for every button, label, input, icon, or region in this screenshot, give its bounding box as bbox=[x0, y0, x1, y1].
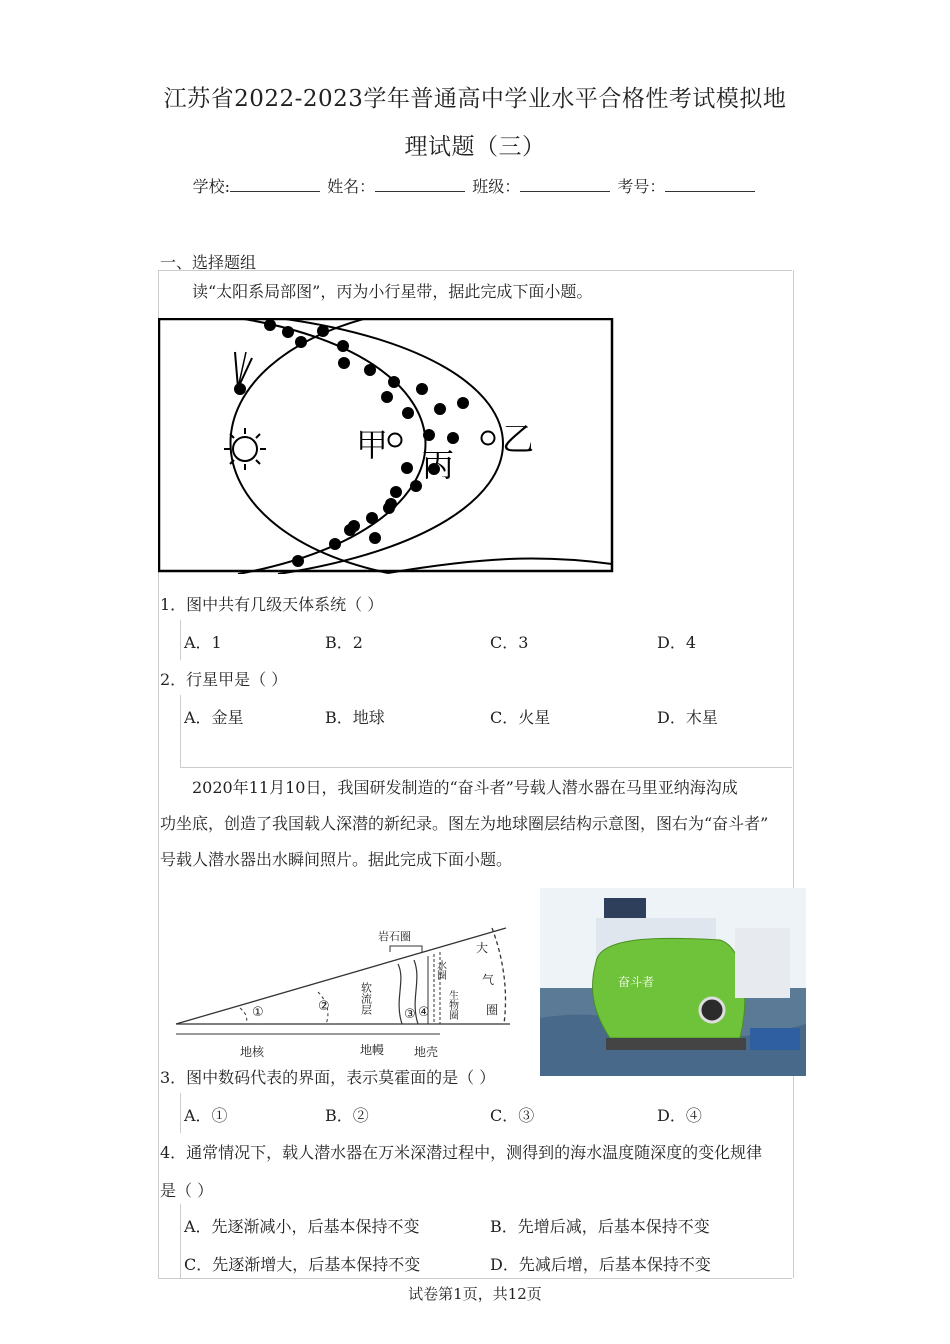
question-2-stem: 2．行星甲是（ ） bbox=[160, 670, 288, 689]
submersible-name: 奋斗者 bbox=[618, 975, 655, 989]
section-title: 一、选择题组 bbox=[160, 253, 257, 272]
label-n2: ② bbox=[318, 999, 330, 1014]
question-1-stem: 1．图中共有几级天体系统（ ） bbox=[160, 595, 384, 614]
q1-option-a[interactable]: A．1 bbox=[184, 633, 222, 652]
q3-option-a[interactable]: A．① bbox=[184, 1106, 228, 1125]
label-crust: 地壳 bbox=[414, 1045, 439, 1059]
q4-option-d[interactable]: D．先减后增，后基本保持不变 bbox=[490, 1255, 711, 1274]
name-blank[interactable] bbox=[375, 177, 465, 192]
planet-jia bbox=[389, 434, 402, 447]
school-label: 学校: bbox=[192, 177, 231, 196]
number-blank[interactable] bbox=[665, 177, 755, 192]
name-label: 姓名： bbox=[327, 177, 376, 196]
label-n1: ① bbox=[252, 1005, 264, 1020]
school-blank[interactable] bbox=[230, 177, 320, 192]
q1-option-frame bbox=[180, 620, 181, 660]
q4-option-frame bbox=[180, 1204, 181, 1278]
q3-option-c[interactable]: C．③ bbox=[490, 1106, 535, 1125]
solar-system-figure bbox=[158, 318, 614, 574]
frame-bottom bbox=[158, 1278, 792, 1279]
class-blank[interactable] bbox=[520, 177, 610, 192]
label-asthenosphere: 软流层 bbox=[359, 982, 373, 1015]
group2-intro-line3: 号载人潜水器出水瞬间照片。据此完成下面小题。 bbox=[160, 850, 513, 869]
label-hydrosphere: 水圈 bbox=[434, 960, 446, 980]
frame-top bbox=[158, 270, 792, 271]
question-3-stem: 3．图中数码代表的界面，表示莫霍面的是（ ） bbox=[160, 1068, 496, 1087]
q4-option-b[interactable]: B．先增后减，后基本保持不变 bbox=[490, 1217, 710, 1236]
question-4-stem-line2: 是（ ） bbox=[160, 1181, 214, 1200]
q1-option-b[interactable]: B．2 bbox=[325, 633, 363, 652]
label-atmosphere-1: 大 bbox=[476, 941, 489, 955]
label-bing: 丙 bbox=[422, 446, 455, 484]
page-title-line2: 理试题（三） bbox=[404, 134, 546, 160]
group2-intro-line1: 2020年11月10日，我国研发制造的“奋斗者”号载人潜水器在马里亚纳海沟成 bbox=[192, 778, 738, 797]
label-core: 地核 bbox=[240, 1045, 265, 1059]
page-title: 江苏省2022-2023学年普通高中学业水平合格性考试模拟地 bbox=[163, 86, 787, 112]
q1-option-c[interactable]: C．3 bbox=[490, 633, 529, 652]
q2-option-frame bbox=[180, 695, 181, 767]
q3-option-d[interactable]: D．④ bbox=[657, 1106, 702, 1125]
earth-layers-diagram bbox=[170, 920, 530, 1065]
student-info-line bbox=[0, 174, 950, 197]
q2-option-c[interactable]: C．火星 bbox=[490, 708, 551, 727]
group1-intro: 读“太阳系局部图”，丙为小行星带，据此完成下面小题。 bbox=[192, 282, 593, 301]
q4-option-a[interactable]: A．先逐渐减小，后基本保持不变 bbox=[184, 1217, 420, 1236]
label-n4: ④ bbox=[418, 1005, 430, 1020]
label-jia: 甲 bbox=[356, 426, 389, 464]
q2-option-a[interactable]: A．金星 bbox=[184, 708, 244, 727]
submersible-photo bbox=[540, 888, 806, 1076]
label-atmosphere-2: 气 bbox=[482, 973, 495, 987]
label-biosphere: 生物圈 bbox=[446, 990, 458, 1020]
label-atmosphere-3: 圈 bbox=[486, 1003, 499, 1017]
q2-option-b[interactable]: B．地球 bbox=[325, 708, 385, 727]
planet-yi bbox=[482, 432, 495, 445]
label-yi: 乙 bbox=[502, 420, 535, 458]
label-n3: ③ bbox=[404, 1007, 416, 1022]
q1-option-d[interactable]: D．4 bbox=[657, 633, 697, 652]
class-label: 班级： bbox=[472, 177, 521, 196]
page-footer: 试卷第1页，共12页 bbox=[408, 1285, 542, 1303]
question-4-stem: 4．通常情况下，载人潜水器在万米深潜过程中，测得到的海水温度随深度的变化规律 bbox=[160, 1143, 763, 1162]
label-lithosphere: 岩石圈 bbox=[378, 930, 411, 943]
group-divider bbox=[180, 767, 792, 768]
label-mantle: 地幔 bbox=[360, 1043, 385, 1057]
q2-option-d[interactable]: D．木星 bbox=[657, 708, 718, 727]
q3-option-frame bbox=[180, 1093, 181, 1133]
q3-option-b[interactable]: B．② bbox=[325, 1106, 369, 1125]
number-label: 考号： bbox=[617, 177, 666, 196]
group2-intro-line2: 功坐底，创造了我国载人深潜的新纪录。图左为地球圈层结构示意图，图右为“奋斗者” bbox=[160, 814, 769, 833]
q4-option-c[interactable]: C．先逐渐增大，后基本保持不变 bbox=[184, 1255, 421, 1274]
